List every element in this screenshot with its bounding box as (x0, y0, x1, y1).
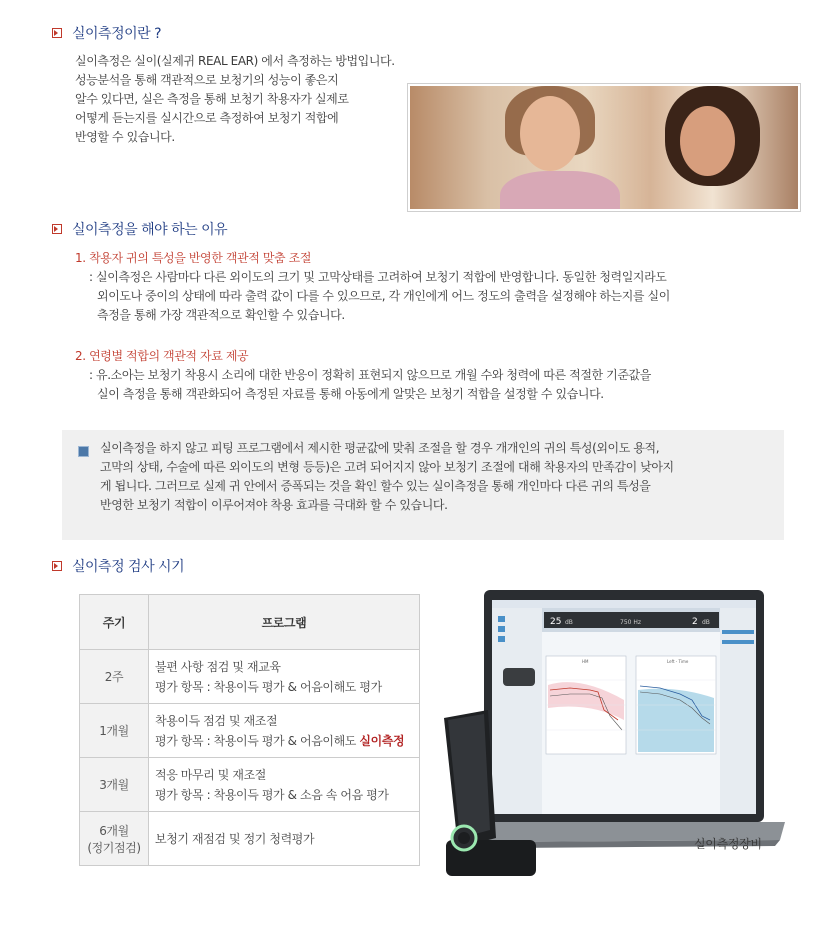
period-cell: 3개월 (80, 758, 149, 812)
section-title: 실이측정 검사 시기 (72, 559, 185, 575)
program-line: 불편 사항 점검 및 재교육 (155, 659, 281, 674)
text-line: 실이측정은 실이(실제귀 REAL EAR) 에서 측정하는 방법입니다. (75, 54, 395, 68)
program-line: 보청기 재점검 및 정기 청력평가 (155, 831, 315, 846)
left-level-readout: 25 (550, 617, 562, 627)
text-line: 성능분석을 통해 객관적으로 보청기의 성능이 좋은지 (75, 73, 339, 87)
right-level-readout: 2 (692, 617, 698, 627)
section1-text (75, 52, 455, 147)
reason-line: : 유.소아는 보청기 착용시 소리에 대한 반응이 정확히 표현되지 않으므로 개월 수와 청력에 따른 적절한 기준값을 (89, 368, 651, 382)
highlight-text: 실이측정 (359, 733, 405, 748)
reason-line: 외이도나 중이의 상태에 따라 출력 값이 다를 수 있으므로, 각 개인에게 어느 정도의 출력을 설정해야 하는지를 실이 (97, 289, 670, 303)
left-graph-title: HM (582, 659, 589, 664)
reason-item-2 (75, 347, 795, 404)
table-row (80, 704, 420, 758)
section-reason-header (52, 219, 227, 239)
period-subtext: (정기점검) (87, 840, 141, 855)
note-line: 반영한 보청기 적합이 이루어져야 착용 효과를 극대화 할 수 있습니다. (100, 498, 448, 512)
header-program: 프로그램 (149, 595, 420, 650)
program-line (155, 731, 418, 751)
note-text (100, 439, 780, 515)
program-line: 평가 항목 : 착용이득 평가 & 어음이해도 평가 (155, 679, 382, 694)
frequency-readout: 750 Hz (620, 619, 642, 626)
program-cell (149, 650, 420, 704)
note-line: 게 됩니다. 그러므로 실제 귀 안에서 증폭되는 것을 확인 할수 있는 실이측정을 통해 개인마다 다른 귀의 특성을 (100, 479, 651, 493)
table-row (80, 650, 420, 704)
program-cell (149, 812, 420, 866)
section-what-is-rem-header (52, 23, 161, 43)
reason-item-1 (75, 249, 795, 325)
program-line: 적응 마무리 및 재조절 (155, 767, 266, 782)
period-cell (80, 812, 149, 866)
reason-line: 실이 측정을 통해 객관화되어 측정된 자료를 통해 아동에게 알맞은 보청기 적합을 설정할 수 있습니다. (97, 387, 604, 401)
right-graph-title: Left - Time (667, 659, 689, 664)
left-unit: dB (565, 619, 573, 626)
bullet-square-icon (78, 446, 89, 457)
program-cell (149, 758, 420, 812)
table-row (80, 758, 420, 812)
reason-line: : 실이측정은 사람마다 다른 외이도의 크기 및 고막상태를 고려하여 보청기 적합에 반영합니다. 동일한 청력일지라도 (89, 270, 667, 284)
text-line: 알수 있다면, 실은 측정을 통해 보청기 착용자가 실제로 (75, 92, 349, 106)
program-line: 착용이득 점검 및 재조절 (155, 713, 278, 728)
fitting-photo (407, 83, 801, 212)
period-text: 6개월 (99, 823, 129, 838)
reason-heading: 2. 연령별 적합의 객관적 자료 제공 (75, 349, 249, 363)
note-line: 고막의 상태, 수술에 따른 외이도의 변형 등등)은 고려 되어지지 않아 보청기 조절에 대해 착용자의 만족감이 낮아지 (100, 460, 674, 474)
section-schedule-header (52, 556, 184, 576)
text-line: 반영할 수 있습니다. (75, 130, 175, 144)
program-line: 평가 항목 : 착용이득 평가 & 소음 속 어음 평가 (155, 787, 389, 802)
equipment-caption: 실이측정장비 (694, 837, 762, 851)
arrow-box-icon (52, 561, 62, 571)
section-title: 실이측정이란 ? (72, 26, 162, 42)
table-row (80, 812, 420, 866)
program-line-text: 평가 항목 : 착용이득 평가 & 어음이해도 (155, 733, 360, 748)
reason-line: 측정을 통해 가장 객관적으로 확인할 수 있습니다. (97, 308, 345, 322)
reason-heading: 1. 착용자 귀의 특성을 반영한 객관적 맞춤 조절 (75, 251, 312, 265)
note-box (62, 430, 784, 540)
arrow-box-icon (52, 224, 62, 234)
period-cell: 1개월 (80, 704, 149, 758)
schedule-table (79, 594, 420, 866)
right-unit: dB (702, 619, 710, 626)
table-header-row (80, 595, 420, 650)
header-period: 주기 (80, 595, 149, 650)
text-line: 어떻게 듣는지를 실시간으로 측정하여 보청기 적합에 (75, 111, 339, 125)
period-cell: 2주 (80, 650, 149, 704)
arrow-box-icon (52, 28, 62, 38)
section-title: 실이측정을 해야 하는 이유 (72, 222, 228, 238)
note-line: 실이측정을 하지 않고 피팅 프로그램에서 제시한 평균값에 맞춰 조절을 할 경우 개개인의 귀의 특성(외이도 용적, (100, 441, 660, 455)
program-cell (149, 704, 420, 758)
